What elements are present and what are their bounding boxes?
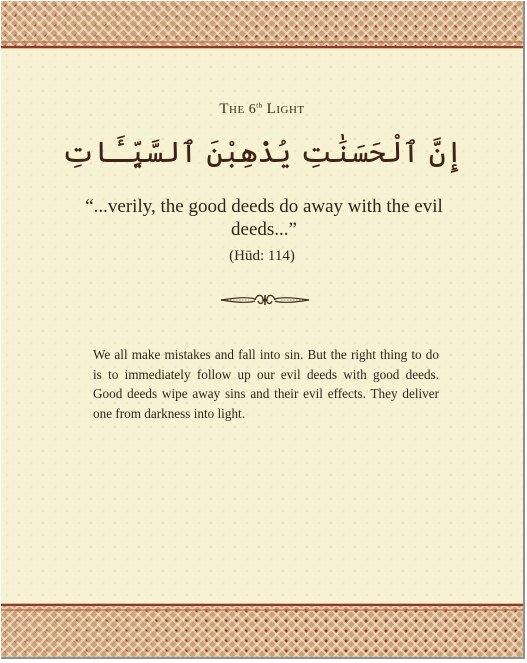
heading-the-initial: T bbox=[219, 101, 230, 117]
heading-light-initial: L bbox=[266, 101, 277, 117]
body-paragraph: We all make mistakes and fall into sin. But the right thing to do is to immediately follow up our evil deeds with good deeds. Good deeds wipe away sins and their evil effects. They deliver one from darkness into light. bbox=[93, 347, 439, 421]
verse-translation: “...verily, the good deeds do away with the evil deeds...” bbox=[85, 196, 443, 240]
chapter-heading bbox=[1, 101, 523, 118]
decorative-top-border bbox=[1, 1, 523, 48]
heading-light-rest: IGHT bbox=[276, 104, 305, 116]
decorative-bottom-border bbox=[1, 604, 523, 657]
verse-reference: (Hūd: 114) bbox=[229, 248, 295, 264]
divider-flourish-icon bbox=[219, 291, 311, 309]
book-page bbox=[1, 1, 525, 659]
heading-the-rest: HE bbox=[229, 104, 245, 116]
heading-number: 6 bbox=[248, 102, 257, 117]
heading-ordinal: th bbox=[256, 101, 263, 110]
arabic-verse: إِنَّ ٱلْحَسَنَٰتِ يُذْهِبْنَ ٱلسَّيِّـَٔاتِ bbox=[61, 135, 463, 169]
